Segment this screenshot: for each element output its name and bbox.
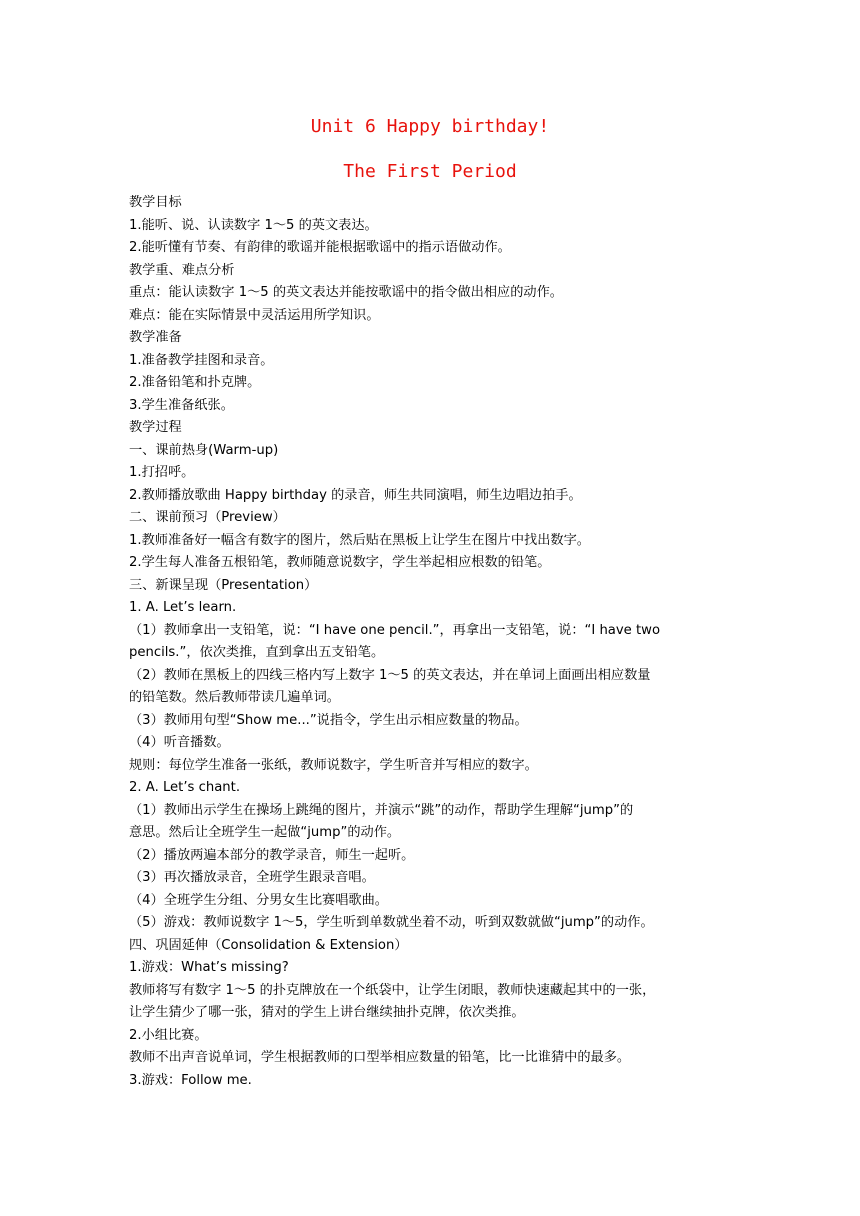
text-line: 2.能听懂有节奏、有韵律的歌谣并能根据歌谣中的指示语做动作。 xyxy=(129,240,511,255)
text-line: 教学重、难点分析 xyxy=(129,262,235,278)
text-line: 教学准备 xyxy=(129,330,182,345)
text-line: 重点：能认读数字 1～5 的英文表达并能按歌谣中的指令做出相应的动作。 xyxy=(129,285,563,300)
text-line: 1.教师准备好一幅含有数字的图片，然后贴在黑板上让学生在图片中找出数字。 xyxy=(129,532,590,548)
text-line: 2. A. Let’s chant. xyxy=(129,780,241,795)
document-body xyxy=(129,192,733,1092)
text-line: 1.打招呼。 xyxy=(129,465,195,480)
text-line: （3）再次播放录音，全班学生跟录音唱。 xyxy=(129,870,375,885)
text-line: （3）教师用句型“Show me...”说指令，学生出示相应数量的物品。 xyxy=(129,712,528,728)
text-line: 1.游戏：What’s missing? xyxy=(129,960,289,975)
text-line: 三、新课呈现（Presentation） xyxy=(129,577,318,593)
text-line: 教师将写有数字 1～5 的扑克牌放在一个纸袋中，让学生闭眼，教师快速藏起其中的一张， xyxy=(129,982,656,998)
text-line: 意思。然后让全班学生一起做“jump”的动作。 xyxy=(129,825,401,840)
text-line: 2.准备铅笔和扑克牌。 xyxy=(129,375,261,390)
text-line: 教学过程 xyxy=(129,420,182,435)
text-line: pencils.”，依次类推，直到拿出五支铅笔。 xyxy=(129,645,385,660)
text-line: 3.学生准备纸张。 xyxy=(129,397,234,413)
text-line: 教学目标 xyxy=(129,195,182,210)
document-subtitle: The First Period xyxy=(343,161,517,182)
text-line: （1）教师拿出一支铅笔，说：“I have one pencil.”，再拿出一支铅笔，说：“I have two xyxy=(129,622,661,638)
text-line: 二、课前预习（Preview） xyxy=(129,510,286,525)
text-line: 四、巩固延伸（Consolidation & Extension） xyxy=(129,937,408,953)
text-line: （4）听音播数。 xyxy=(129,735,230,750)
text-line: 让学生猜少了哪一张，猜对的学生上讲台继续抽扑克牌，依次类推。 xyxy=(129,1005,525,1020)
text-line: 一、课前热身(Warm-up) xyxy=(129,442,279,458)
text-line: 的铅笔数。然后教师带读几遍单词。 xyxy=(129,690,340,705)
text-line: 2.小组比赛。 xyxy=(129,1027,208,1043)
text-line: 1.准备教学挂图和录音。 xyxy=(129,352,274,368)
text-line: 2.教师播放歌曲 Happy birthday 的录音，师生共同演唱，师生边唱边拍手。 xyxy=(129,487,582,503)
text-line: 教师不出声音说单词，学生根据教师的口型举相应数量的铅笔，比一比谁猜中的最多。 xyxy=(129,1050,631,1065)
text-line: （2）播放两遍本部分的教学录音，师生一起听。 xyxy=(129,847,415,863)
text-line: （1）教师出示学生在操场上跳绳的图片，并演示“跳”的动作，帮助学生理解“jump”的 xyxy=(129,802,634,818)
text-line: 2.学生每人准备五根铅笔，教师随意说数字，学生举起相应根数的铅笔。 xyxy=(129,555,551,570)
text-line: 难点：能在实际情景中灵活运用所学知识。 xyxy=(129,307,380,323)
text-line: 1.能听、说、认读数字 1～5 的英文表达。 xyxy=(129,217,378,233)
text-line: 3.游戏：Follow me. xyxy=(129,1072,252,1088)
text-line: 规则：每位学生准备一张纸，教师说数字，学生听音并写相应的数字。 xyxy=(129,757,538,773)
text-line: （2）教师在黑板上的四线三格内写上数字 1～5 的英文表达，并在单词上面画出相应数量 xyxy=(129,667,651,683)
text-line: 1. A. Let’s learn. xyxy=(129,600,237,615)
document-title: Unit 6 Happy birthday! xyxy=(310,116,550,137)
text-line: （4）全班学生分组、分男女生比赛唱歌曲。 xyxy=(129,892,388,908)
text-line: （5）游戏：教师说数字 1～5，学生听到单数就坐着不动，听到双数就做“jump”的动作。 xyxy=(129,915,654,930)
